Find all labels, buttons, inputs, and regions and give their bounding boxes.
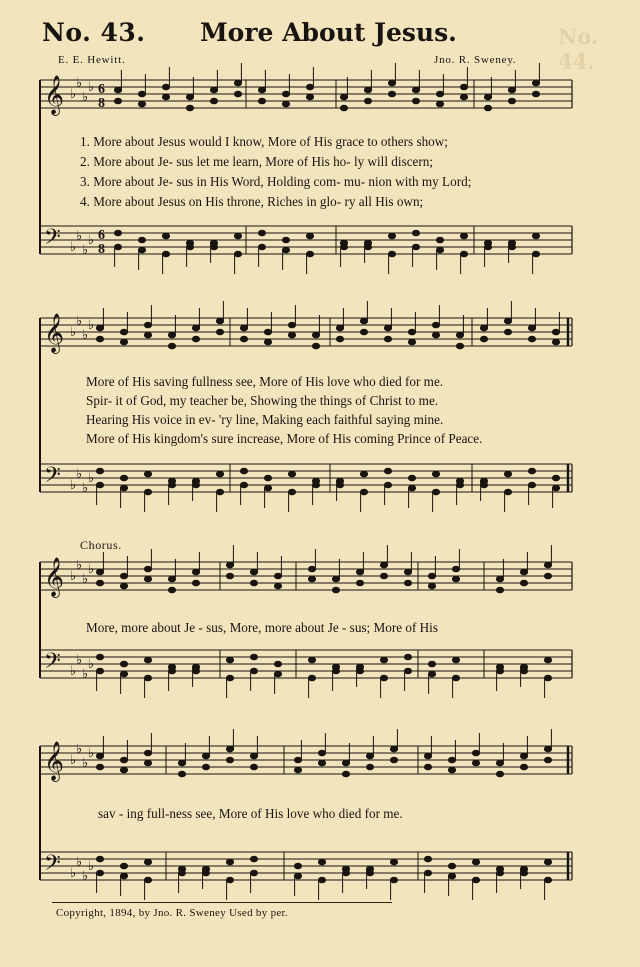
svg-text:𝄞: 𝄞 [44, 75, 65, 115]
stanza-line-1a: 1. More about Jesus would I know, More of His grace to others show; [80, 134, 448, 149]
lyricist-credit: E. E. Hewitt. [58, 54, 126, 66]
svg-text:♭: ♭ [76, 557, 83, 572]
svg-text:♭: ♭ [88, 470, 95, 485]
svg-text:♭: ♭ [82, 868, 89, 883]
svg-text:♭: ♭ [88, 656, 95, 671]
svg-text:♭: ♭ [70, 324, 77, 339]
svg-text:♭: ♭ [70, 239, 77, 254]
svg-text:♭: ♭ [82, 571, 89, 586]
svg-text:♭: ♭ [82, 89, 89, 104]
svg-text:𝄢: 𝄢 [44, 225, 61, 255]
svg-text:♭: ♭ [82, 755, 89, 770]
chorus-label: Chorus. [80, 538, 122, 552]
svg-text:♭: ♭ [76, 75, 83, 90]
svg-text:♭: ♭ [70, 86, 77, 101]
svg-text:𝄢: 𝄢 [44, 463, 61, 493]
svg-text:8: 8 [98, 96, 105, 111]
svg-text:♭: ♭ [82, 242, 89, 257]
svg-text:♭: ♭ [70, 568, 77, 583]
stanza-line-3b: Hearing His voice in ev- 'ry line, Making each faithful saying mine. [86, 412, 444, 427]
footer-rule [52, 902, 392, 903]
svg-text:♭: ♭ [76, 313, 83, 328]
svg-text:♭: ♭ [88, 745, 95, 760]
svg-text:♭: ♭ [88, 232, 95, 247]
stanza-line-2b: Spir- it of God, my teacher be, Showing the things of Christ to me. [86, 393, 439, 408]
stanza-line-2a: 2. More about Je- sus let me learn, More of His ho- ly will discern; [80, 154, 434, 169]
svg-text:♭: ♭ [70, 865, 77, 880]
svg-text:♭: ♭ [82, 666, 89, 681]
stanza-line-3a: 3. More about Je- sus in His Word, Holding com- mu- nion with my Lord; [80, 174, 472, 189]
hymn-title: More About Jesus. [200, 18, 457, 47]
svg-text:♭: ♭ [70, 477, 77, 492]
svg-text:6: 6 [98, 82, 105, 97]
svg-text:𝄞: 𝄞 [44, 741, 65, 781]
svg-text:♭: ♭ [76, 466, 83, 481]
svg-text:♭: ♭ [88, 858, 95, 873]
svg-text:♭: ♭ [76, 228, 83, 243]
svg-text:♭: ♭ [76, 741, 83, 756]
svg-text:♭: ♭ [76, 854, 83, 869]
hymn-number: No. 43. [42, 18, 146, 47]
svg-text:8: 8 [98, 242, 105, 257]
svg-text:♭: ♭ [70, 752, 77, 767]
svg-text:♭: ♭ [70, 663, 77, 678]
bleed-through-text: No. 44. [558, 24, 599, 74]
svg-text:♭: ♭ [76, 652, 83, 667]
stanza-line-4a: 4. More about Jesus on His throne, Riches in glo- ry all His own; [80, 194, 424, 209]
svg-text:♭: ♭ [88, 561, 95, 576]
svg-text:♭: ♭ [82, 327, 89, 342]
svg-text:𝄞: 𝄞 [44, 557, 65, 597]
svg-text:♭: ♭ [82, 480, 89, 495]
svg-text:𝄢: 𝄢 [44, 851, 61, 881]
chorus-line-1: More, more about Je - sus, More, more about Je - sus; More of His [86, 620, 438, 635]
svg-text:𝄢: 𝄢 [44, 649, 61, 679]
svg-text:♭: ♭ [88, 317, 95, 332]
svg-text:♭: ♭ [88, 79, 95, 94]
svg-text:𝄞: 𝄞 [44, 313, 65, 353]
copyright-notice: Copyright, 1894, by Jno. R. Sweney Used by per. [56, 907, 288, 919]
composer-credit: Jno. R. Sweney. [434, 54, 517, 66]
svg-text:6: 6 [98, 228, 105, 243]
stanza-line-1b: More of His saving fullness see, More of His love who died for me. [86, 374, 444, 389]
chorus-line-2: sav - ing full-ness see, More of His love who died for me. [98, 806, 403, 821]
stanza-line-4b: More of His kingdom's sure increase, More of His coming Prince of Peace. [86, 431, 483, 446]
